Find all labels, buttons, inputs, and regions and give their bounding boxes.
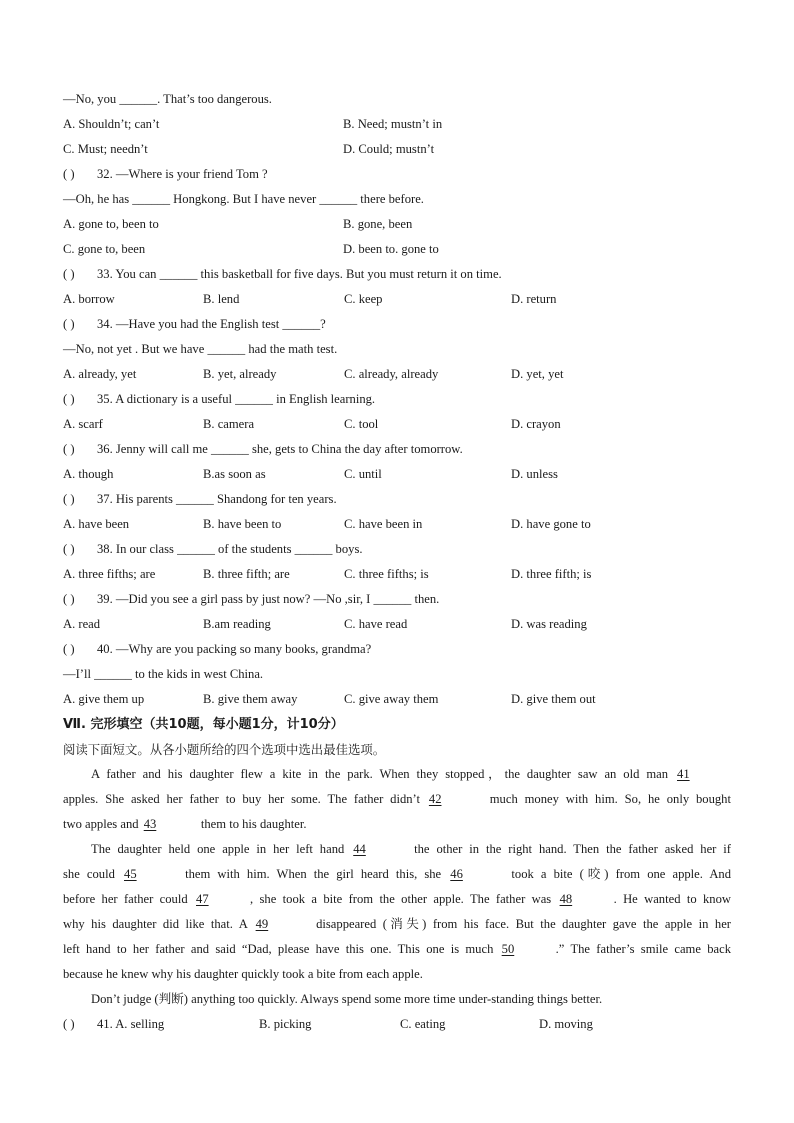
answer-paren: ( ) [63, 442, 75, 456]
option-b: B.am reading [203, 617, 271, 631]
passage-line [63, 837, 731, 862]
answer-paren: ( ) [63, 317, 75, 331]
option-d: D. three fifth; is [511, 567, 592, 581]
passage-line [63, 937, 731, 962]
question-stem [63, 312, 731, 337]
question-stem [63, 262, 731, 287]
passage-text: before her father could [63, 892, 188, 906]
passage-text: .” The father’s smile came back [555, 942, 731, 956]
question-stem [63, 437, 731, 462]
answer-paren: ( ) [63, 167, 75, 181]
passage-line [63, 812, 731, 837]
question-text: 39. —Did you see a girl pass by just now? —No ,sir, I ______ then. [97, 592, 440, 606]
passage-line [63, 762, 731, 787]
question-text-line [63, 187, 731, 212]
option-b: B. give them away [203, 692, 298, 706]
question-text: —I’ll ______ to the kids in west China. [63, 667, 264, 681]
option-a: C. gone to, been [63, 242, 146, 256]
option-b: D. Could; mustn’t [343, 142, 435, 156]
option-c: C. already, already [344, 367, 439, 381]
option-b: B. lend [203, 292, 240, 306]
option-c: C. eating [400, 1017, 446, 1031]
passage-text: . He wanted to know [613, 892, 731, 906]
question-stem [63, 587, 731, 612]
passage-line [63, 987, 731, 1012]
passage-line [63, 912, 731, 937]
blank-47: 47 [196, 892, 209, 906]
options-row [63, 287, 731, 312]
passage-text: took a bite (咬) from one apple. And [511, 867, 732, 881]
question-text: 32. —Where is your friend Tom ? [97, 167, 268, 181]
question-stem [63, 487, 731, 512]
answer-paren: ( ) [63, 592, 75, 606]
option-d: D. crayon [511, 417, 561, 431]
option-d: D. moving [539, 1017, 593, 1031]
question-stem [63, 387, 731, 412]
question-text: 34. —Have you had the English test ______? [97, 317, 326, 331]
option-b: B. camera [203, 417, 255, 431]
options-row [63, 512, 731, 537]
options-row [63, 362, 731, 387]
answer-paren: ( ) [63, 1017, 75, 1031]
option-d: D. was reading [511, 617, 587, 631]
option-c: C. have read [344, 617, 408, 631]
blank-50: 50 [501, 942, 515, 956]
option-c: C. give away them [344, 692, 439, 706]
question-text-line [63, 337, 731, 362]
option-c: C. three fifths; is [344, 567, 429, 581]
option-a: A. gone to, been to [63, 217, 159, 231]
question-text: 36. Jenny will call me ______ she, gets to China the day after tomorrow. [97, 442, 463, 456]
blank-49: 49 [255, 917, 269, 931]
section-title: Ⅶ. 完形填空（共10题，每小题1分，计10分） [63, 717, 344, 732]
options-row [63, 412, 731, 437]
passage-text: because he knew why his daughter quickly took a bite from each apple. [63, 967, 423, 981]
passage-line [63, 962, 731, 987]
option-a: A. already, yet [63, 367, 137, 381]
passage-line [63, 887, 731, 912]
question-stem [63, 537, 731, 562]
option-a: A. three fifths; are [63, 567, 156, 581]
question-text: 33. You can ______ this basketball for five days. But you must return it on time. [97, 267, 502, 281]
option-a: 41. A. selling [97, 1017, 165, 1031]
passage-text: she could [63, 867, 115, 881]
option-a: A. have been [63, 517, 130, 531]
option-b: B.as soon as [203, 467, 266, 481]
question-41-stem [63, 1012, 164, 1037]
blank-46: 46 [450, 867, 463, 881]
multiple-choice-section [63, 87, 731, 712]
question-text-line [63, 87, 731, 112]
option-b: D. been to. gone to [343, 242, 439, 256]
question-41-options [63, 1012, 731, 1037]
option-d: D. have gone to [511, 517, 591, 531]
blank-41: 41 [677, 767, 690, 781]
option-b: B. picking [259, 1017, 312, 1031]
blank-44: 44 [353, 842, 366, 856]
answer-paren: ( ) [63, 492, 75, 506]
option-a: A. scarf [63, 417, 103, 431]
passage-text: Don’t judge (判断) anything too quickly. Always spend some more time under-standing things better. [91, 992, 603, 1006]
passage-text: disappeared (消失) from his face. But the daughter gave the apple in her [316, 917, 731, 931]
question-text: 38. In our class ______ of the students ______ boys. [97, 542, 363, 556]
options-row [63, 137, 731, 162]
question-text: 35. A dictionary is a useful ______ in English learning. [97, 392, 376, 406]
question-text: —No, not yet . But we have ______ had the math test. [63, 342, 338, 356]
option-b: B. gone, been [343, 217, 413, 231]
section-instruction: 阅读下面短文。从各小题所给的四个选项中选出最佳选项。 [63, 742, 386, 757]
passage-text: , she took a bite from the other apple. The father was [250, 892, 552, 906]
option-c: C. keep [344, 292, 383, 306]
answer-paren: ( ) [63, 542, 75, 556]
question-text: 37. His parents ______ Shandong for ten years. [97, 492, 337, 506]
option-b: B. yet, already [203, 367, 277, 381]
passage-text: apples. She asked her father to buy her some. The father didn’t [63, 792, 421, 806]
exam-page [63, 87, 731, 1037]
question-stem [63, 162, 731, 187]
passage-text: A father and his daughter flew a kite in the park. When they stopped，the daughter saw an old man [91, 767, 669, 781]
option-c: C. until [344, 467, 382, 481]
option-a: C. Must; needn’t [63, 142, 148, 156]
option-c: C. tool [344, 417, 379, 431]
option-d: D. unless [511, 467, 558, 481]
passage-text: why his daughter did like that. A [63, 917, 248, 931]
blank-45: 45 [124, 867, 137, 881]
blank-43: 43 [143, 817, 157, 831]
passage-line [63, 787, 731, 812]
options-row [63, 687, 731, 712]
passage-text: left hand to her father and said “Dad, please have this one. This one is much [63, 942, 494, 956]
passage-text: them with him. When the girl heard this, she [185, 867, 442, 881]
question-text-line [63, 662, 731, 687]
passage-text: them to his daughter. [200, 817, 307, 831]
options-row [63, 237, 731, 262]
option-d: D. give them out [511, 692, 596, 706]
answer-paren: ( ) [63, 267, 75, 281]
answer-paren: ( ) [63, 392, 75, 406]
option-d: D. return [511, 292, 557, 306]
option-a: A. though [63, 467, 114, 481]
passage-line [63, 862, 731, 887]
option-b: B. have been to [203, 517, 282, 531]
answer-paren: ( ) [63, 642, 75, 656]
option-b: B. three fifth; are [203, 567, 290, 581]
options-row [63, 212, 731, 237]
option-a: A. read [63, 617, 101, 631]
passage-text: much money with him. So, he only bought [489, 792, 731, 806]
options-row [63, 612, 731, 637]
option-d: D. yet, yet [511, 367, 564, 381]
option-a: A. Shouldn’t; can’t [63, 117, 160, 131]
option-a: A. borrow [63, 292, 115, 306]
question-text: —Oh, he has ______ Hongkong. But I have never ______ there before. [63, 192, 424, 206]
blank-48: 48 [559, 892, 573, 906]
option-a: A. give them up [63, 692, 145, 706]
option-c: C. have been in [344, 517, 423, 531]
question-text: 40. —Why are you packing so many books, grandma? [97, 642, 372, 656]
options-row [63, 562, 731, 587]
option-b: B. Need; mustn’t in [343, 117, 443, 131]
passage-text: the other in the right hand. Then the father asked her if [414, 842, 731, 856]
passage-text: The daughter held one apple in her left hand [91, 842, 345, 856]
options-row [63, 462, 731, 487]
question-text: —No, you ______. That’s too dangerous. [63, 92, 272, 106]
options-row [63, 112, 731, 137]
cloze-passage [63, 762, 731, 1012]
passage-text: two apples and [63, 817, 139, 831]
question-stem [63, 637, 731, 662]
blank-42: 42 [428, 792, 442, 806]
